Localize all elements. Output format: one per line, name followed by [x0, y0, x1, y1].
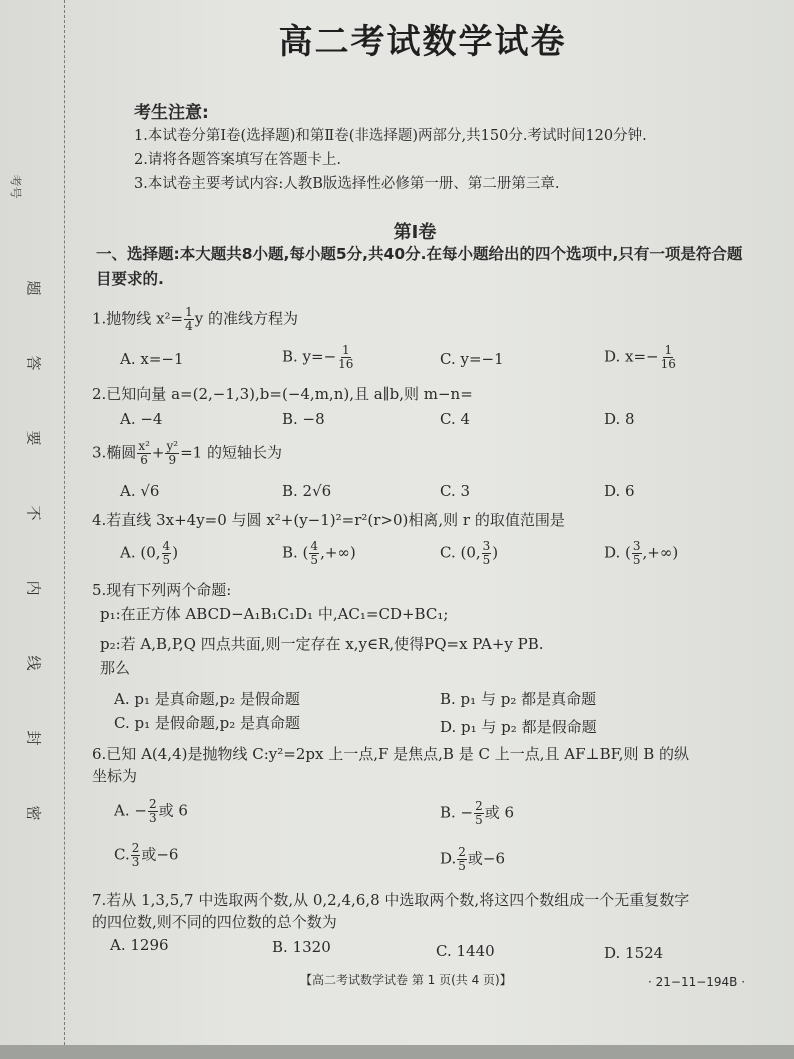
question-6-option-b[interactable]: B. − $\frac{2}{5}$ 或 6 [440, 799, 515, 827]
question-5-option-c[interactable]: C. p₁ 是假命题,p₂ 是真命题 [114, 714, 301, 732]
question-1-option-c[interactable]: C. y=−1 [440, 350, 504, 368]
question-5-option-b[interactable]: B. p₁ 与 p₂ 都是真命题 [440, 690, 597, 708]
fraction: $\frac{1}{4}$ [185, 305, 193, 333]
question-2-option-a[interactable]: A. −4 [120, 410, 163, 428]
question-6-stem: 6.已知 A(4,4)是抛物线 C:y²=2px 上一点,F 是焦点,B 是 C 上一点,且 AF⊥BF,则 B 的纵 [92, 745, 690, 763]
question-6-option-a[interactable]: A. − $\frac{2}{3}$ 或 6 [114, 797, 188, 825]
question-2-stem: 2.已知向量 a=(2,−1,3),b=(−4,m,n),且 a∥b,则 m−n= [92, 385, 473, 403]
question-2-option-c[interactable]: C. 4 [440, 410, 471, 428]
question-5-stem: 5.现有下列两个命题: [92, 581, 232, 599]
question-7-stem: 7.若从 1,3,5,7 中选取两个数,从 0,2,4,6,8 中选取两个数,将这四个数组成一个无重复数字 [92, 891, 690, 909]
question-3-option-c[interactable]: C. 3 [440, 482, 471, 500]
question-1-option-d[interactable]: D. x=− $\frac{1}{16}$ [604, 343, 676, 371]
seal-char: 答 [24, 355, 43, 371]
seal-char: 内 [24, 580, 43, 596]
question-5-then: 那么 [100, 659, 131, 677]
question-4-option-b[interactable]: B. ( $\frac{4}{5}$ ,+∞) [282, 539, 356, 567]
notice-item: 3.本试卷主要考试内容:人教B版选择性必修第一册、第二册第三章. [134, 176, 560, 192]
question-3-option-d[interactable]: D. 6 [604, 482, 635, 500]
proposition-p2: p₂:若 A,B,P,Q 四点共面,则一定存在 x,y∈R,使得PQ=x PA+y PB. [100, 635, 544, 653]
question-2-option-d[interactable]: D. 8 [604, 410, 635, 428]
question-1-option-a[interactable]: A. x=−1 [120, 350, 184, 368]
page-title: 高二考试数学试卷 [278, 22, 567, 62]
seal-char: 封 [24, 730, 43, 746]
question-7-option-b[interactable]: B. 1320 [272, 938, 331, 956]
seal-char: 不 [24, 505, 43, 521]
question-6-option-c[interactable]: C. $\frac{2}{3}$ 或−6 [114, 841, 179, 869]
section-instruction: 一、选择题:本大题共8小题,每小题5分,共40分.在每小题给出的四个选项中,只有一项是符合题目要求的. [96, 245, 743, 288]
question-5-option-a[interactable]: A. p₁ 是真命题,p₂ 是假命题 [114, 690, 300, 708]
question-7-option-d[interactable]: D. 1524 [604, 944, 664, 962]
seal-char: 题 [24, 280, 43, 296]
section-title: 第Ⅰ卷 [393, 222, 437, 243]
exam-number-label: 考号 [8, 174, 23, 199]
question-7-option-a[interactable]: A. 1296 [110, 936, 169, 954]
notice-item: 1.本试卷分第Ⅰ卷(选择题)和第Ⅱ卷(非选择题)两部分,共150分.考试时间120分钟. [134, 128, 647, 144]
question-7-option-c[interactable]: C. 1440 [436, 942, 495, 960]
question-3-stem: 3.椭圆 $\frac{\text{x²}}{6}$ + $\frac{\text{y²}}{9}$ =1 的短轴长为 [92, 439, 282, 467]
question-4-stem: 4.若直线 3x+4y=0 与圆 x²+(y−1)²=r²(r>0)相离,则 r 的取值范围是 [92, 511, 565, 529]
seal-char: 线 [24, 655, 43, 671]
question-5-option-d[interactable]: D. p₁ 与 p₂ 都是假命题 [440, 718, 597, 736]
notice-item: 2.请将各题答案填写在答题卡上. [134, 152, 341, 168]
question-4-option-a[interactable]: A. (0, $\frac{4}{5}$ ) [120, 539, 179, 567]
question-6-option-d[interactable]: D. $\frac{2}{5}$ 或−6 [440, 845, 506, 873]
seal-char: 要 [24, 430, 43, 446]
question-7-stem-cont: 的四位数,则不同的四位数的总个数为 [92, 913, 337, 931]
footer-page-info: 【高二考试数学试卷 第 1 页(共 4 页)】 [300, 973, 512, 987]
proposition-p1: p₁:在正方体 ABCD−A₁B₁C₁D₁ 中,AC₁=CD+BC₁; [100, 605, 449, 623]
footer-code: · 21−11−194B · [648, 975, 746, 989]
question-1-option-b[interactable]: B. y=− $\frac{1}{16}$ [282, 343, 354, 371]
question-6-stem-cont: 坐标为 [92, 767, 138, 785]
notice-heading: 考生注意: [134, 103, 209, 123]
question-4-option-c[interactable]: C. (0, $\frac{3}{5}$ ) [440, 539, 499, 567]
question-3-option-b[interactable]: B. 2√6 [282, 482, 332, 500]
question-3-option-a[interactable]: A. √6 [120, 482, 160, 500]
seal-char: 密 [24, 805, 43, 821]
question-4-option-d[interactable]: D. ( $\frac{3}{5}$ ,+∞) [604, 539, 679, 567]
question-2-option-b[interactable]: B. −8 [282, 410, 325, 428]
question-1-stem: 1.抛物线 x²= $\frac{1}{4}$ y 的准线方程为 [92, 305, 299, 333]
bottom-shadow [0, 1045, 794, 1059]
